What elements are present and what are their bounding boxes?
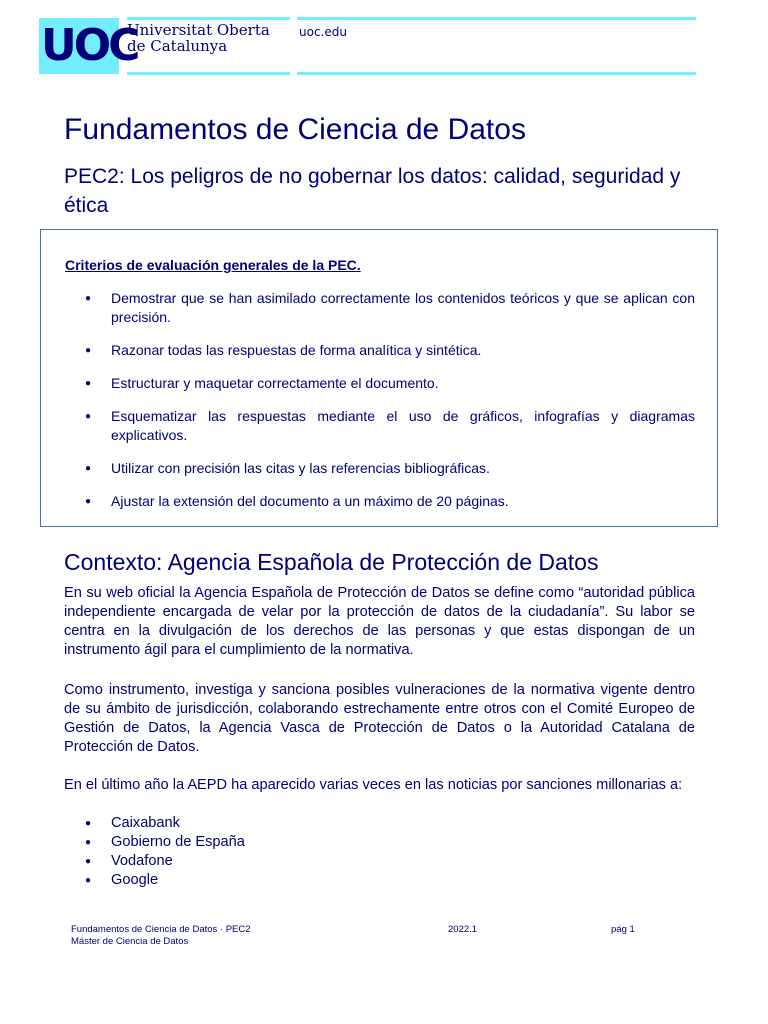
footer-page-number: pág 1	[611, 924, 635, 935]
sanction-item: ● Google	[64, 871, 245, 890]
criteria-item: ● Estructurar y maquetar correctamente el documento.	[65, 374, 695, 393]
header-rule-top-right	[297, 17, 696, 20]
criteria-item: ● Ajustar la extensión del documento a un máximo de 20 páginas.	[65, 492, 695, 511]
footer-term: 2022.1	[448, 924, 478, 935]
footer-program: Máster de Ciencia de Datos	[71, 936, 189, 947]
context-paragraph-2: Como instrumento, investiga y sanciona posibles vulneraciones de la normativa vigente dentro de su ámbito de jurisdicción, colaborando estrechamente entre otros con el Comité Europeo de Gestión de Datos, la Agencia Vasca de Protección de Datos o la Autoridad Catalana de Protección de Datos.	[64, 682, 695, 755]
header-rule-top-left	[127, 17, 290, 20]
page-header	[0, 0, 768, 80]
document-subtitle: PEC2: Los peligros de no gobernar los datos: calidad, seguridad y ética	[64, 165, 681, 217]
context-paragraph-3: En el último año la AEPD ha aparecido varias veces en las noticias por sanciones millonarias a:	[64, 777, 683, 793]
uoc-logo	[39, 18, 138, 74]
university-name	[127, 22, 270, 54]
sanction-item: ● Gobierno de España	[64, 833, 245, 852]
document-title: Fundamentos de Ciencia de Datos	[64, 113, 526, 146]
header-rule-bottom-right	[297, 72, 696, 75]
criteria-item: ● Utilizar con precisión las citas y las referencias bibliográficas.	[65, 459, 695, 478]
criteria-item: ● Razonar todas las respuestas de forma analítica y sintética.	[65, 341, 695, 360]
footer-left	[71, 924, 251, 948]
criteria-item: ● Demostrar que se han asimilado correctamente los contenidos teóricos y que se aplican con precisión.	[65, 289, 695, 327]
criteria-box	[40, 229, 718, 527]
sanction-item: ● Vodafone	[64, 852, 245, 871]
header-rule-bottom-left	[127, 72, 290, 75]
footer-course: Fundamentos de Ciencia de Datos · PEC2	[71, 924, 251, 935]
sanction-item: ● Caixabank	[64, 814, 245, 833]
criteria-list	[65, 289, 695, 525]
uoc-logo-text: UOC	[41, 20, 138, 71]
context-heading: Contexto: Agencia Española de Protección de Datos	[64, 549, 599, 575]
university-name-line2: de Catalunya	[127, 37, 228, 55]
sanctions-list	[64, 814, 245, 890]
context-paragraph-1: En su web oficial la Agencia Española de Protección de Datos se define como “autoridad pública independiente encargada de velar por la protección de datos de la ciudadanía”. Su labor se centra en la divulgación de los derechos de las personas y que estas dispongan de un instrumento ágil para el cumplimiento de la normativa.	[64, 585, 695, 658]
criteria-title: Criterios de evaluación generales de la PEC.	[65, 257, 361, 273]
university-name-line1: Universitat Oberta	[127, 21, 270, 39]
site-link[interactable]: uoc.edu	[299, 25, 347, 39]
criteria-item: ● Esquematizar las respuestas mediante el uso de gráficos, infografías y diagramas explicativos.	[65, 407, 695, 445]
